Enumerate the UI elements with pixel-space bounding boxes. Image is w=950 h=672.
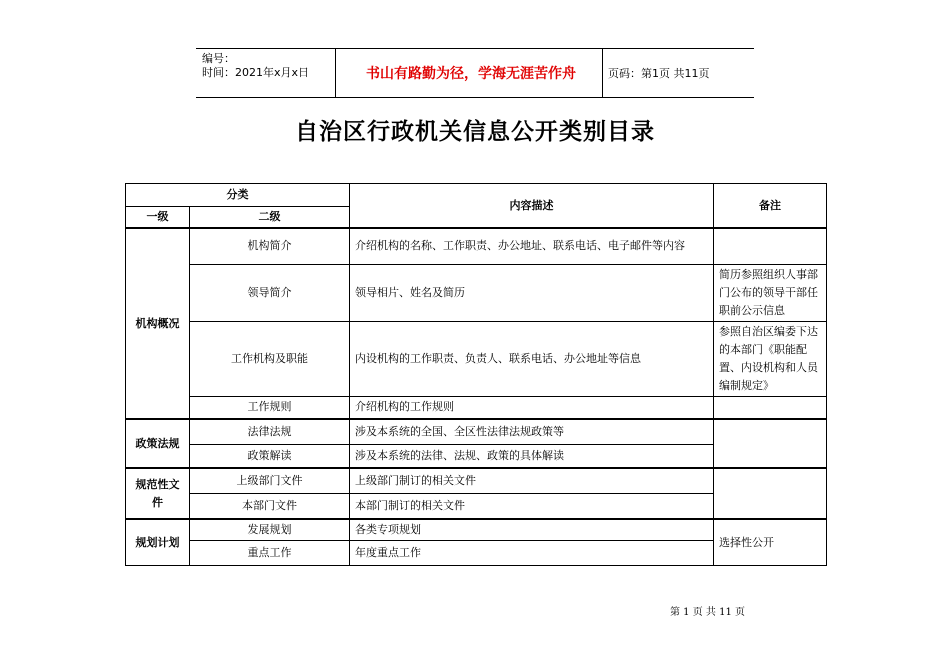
level2-cell: 重点工作 <box>190 541 350 566</box>
description-cell: 涉及本系统的全国、全区性法律法规政策等 <box>350 419 714 444</box>
remark-cell: 简历参照组织人事部门公布的领导干部任职前公示信息 <box>714 264 827 321</box>
level2-cell: 机构简介 <box>190 228 350 264</box>
description-cell: 各类专项规划 <box>350 519 714 541</box>
description-cell: 本部门制订的相关文件 <box>350 493 714 519</box>
level2-cell: 政策解读 <box>190 444 350 468</box>
level2-cell: 本部门文件 <box>190 493 350 519</box>
description-cell: 介绍机构的工作规则 <box>350 396 714 419</box>
description-cell: 上级部门制订的相关文件 <box>350 468 714 493</box>
header-motto: 书山有路勤为径，学海无涯苦作舟 <box>366 66 576 82</box>
level2-cell: 工作机构及职能 <box>190 321 350 396</box>
level1-cell: 政策法规 <box>126 419 190 468</box>
description-cell: 年度重点工作 <box>350 541 714 566</box>
document-title: 自治区行政机关信息公开类别目录 <box>295 118 655 145</box>
time-label: 时间：2021年x月x日 <box>202 66 310 79</box>
remark-cell: 选择性公开 <box>714 519 827 566</box>
catalog-table <box>125 183 827 566</box>
description-cell: 领导相片、姓名及简历 <box>350 264 714 321</box>
header-description: 内容描述 <box>350 184 714 229</box>
level2-cell: 法律法规 <box>190 419 350 444</box>
header-level1: 一级 <box>126 207 190 229</box>
description-cell: 内设机构的工作职责、负责人、联系电话、办公地址等信息 <box>350 321 714 396</box>
remark-cell <box>714 468 827 519</box>
header-category: 分类 <box>126 184 350 207</box>
header-divider <box>602 49 603 97</box>
level2-cell: 领导简介 <box>190 264 350 321</box>
header-divider <box>335 49 336 97</box>
remark-cell <box>714 228 827 264</box>
level2-cell: 上级部门文件 <box>190 468 350 493</box>
header-level2: 二级 <box>190 207 350 229</box>
level1-cell: 规范性文件 <box>126 468 190 519</box>
remark-cell: 参照自治区编委下达的本部门《职能配置、内设机构和人员编制规定》 <box>714 321 827 396</box>
remark-cell <box>714 396 827 419</box>
header-remark: 备注 <box>714 184 827 229</box>
header-page-info: 页码：第1页 共11页 <box>608 67 710 80</box>
level2-cell: 发展规划 <box>190 519 350 541</box>
level1-cell: 机构概况 <box>126 228 190 419</box>
page-header <box>196 48 754 98</box>
header-meta <box>202 52 309 80</box>
page-footer: 第 1 页 共 11 页 <box>670 607 745 618</box>
remark-cell <box>714 419 827 468</box>
description-cell: 涉及本系统的法律、法规、政策的具体解读 <box>350 444 714 468</box>
description-cell: 介绍机构的名称、工作职责、办公地址、联系电话、电子邮件等内容 <box>350 228 714 264</box>
number-label: 编号： <box>202 52 235 65</box>
level1-cell: 规划计划 <box>126 519 190 566</box>
level2-cell: 工作规则 <box>190 396 350 419</box>
